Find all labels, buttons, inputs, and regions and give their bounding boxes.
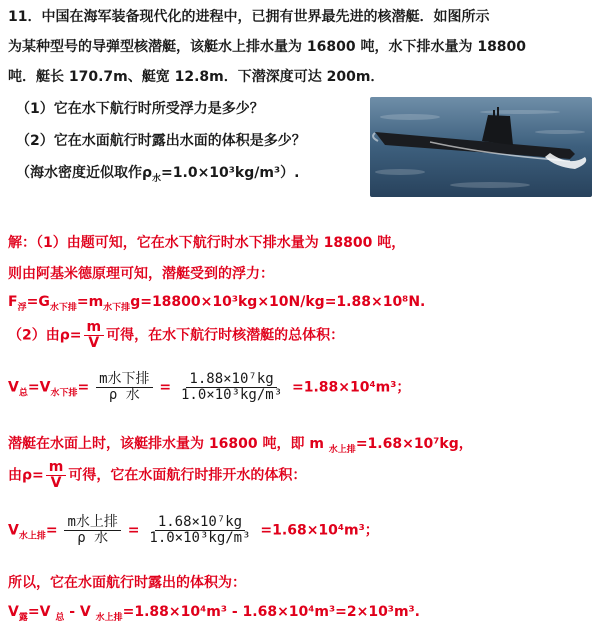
density-note: （海水密度近似取作$\rho_水=1.0\times 10^3kg/m^3$）. <box>16 165 300 184</box>
answer-line-1: 解：（1）由题可知，它在水下航行时水下排水量为 18800 吨， <box>8 235 406 251</box>
question-line-1: 11．中国在海军装备现代化的进程中，已拥有世界最先进的核潜艇．如图所示 <box>8 9 490 25</box>
total-volume-formula: $V_总=V_{水下排}=$ $\frac{\text{m水下排}}{\text{ρ 水}}$ = $\frac{\text{1.88×10⁷kg}}{\text{1.0×10³kg/m³}}$ =1.88×10⁴m³； <box>8 371 411 403</box>
surface-displacement-line: 潜艇在水面上时，该艇排水量为 16800 吨，即 m $_{水上排}$=1.68×10⁷kg， <box>8 436 473 455</box>
conclusion-line: 所以，它在水面航行时露出的体积为： <box>8 575 246 591</box>
exposed-volume-formula: $V_露=V$ $_总$ - V $_{水上排}$=1.88×10⁴m³ - 1.68×10⁴m³=2×10³m³. <box>8 604 420 623</box>
sub-question-2: （2）它在水面航行时露出水面的体积是多少？ <box>16 133 306 149</box>
submarine-photo <box>370 97 592 197</box>
question-line-2: 为某种型号的导弹型核潜艇，该艇水上排水量为 16800 吨，水下排水量为 18800 <box>8 39 527 55</box>
density-relation-1: （2）由ρ= $\frac{m}{V}$ 可得，在水下航行时核潜艇的总体积： <box>8 319 345 351</box>
buoyancy-formula: $F_浮=G_{水下排}=m_{水下排}g=18800\times 10^3kg\times 10N/kg=1.88\times 10^8N$. <box>8 294 426 313</box>
density-relation-2: 由ρ= $\frac{m}{V}$ 可得，它在水面航行时排开水的体积： <box>8 459 307 491</box>
surface-volume-formula: $V_{水上排}=$ $\frac{\text{m水上排}}{\text{ρ 水}}$ = $\frac{\text{1.68×10⁷kg}}{\text{1.0×10³kg/m³}}$ =1.68×10⁴m³； <box>8 514 379 546</box>
question-line-3: 吨．艇长 170.7m、艇宽 12.8m．下潜深度可达 200m． <box>8 69 385 85</box>
answer-line-2: 则由阿基米德原理可知，潜艇受到的浮力： <box>8 266 274 282</box>
sub-question-1: （1）它在水下航行时所受浮力是多少？ <box>16 101 264 117</box>
